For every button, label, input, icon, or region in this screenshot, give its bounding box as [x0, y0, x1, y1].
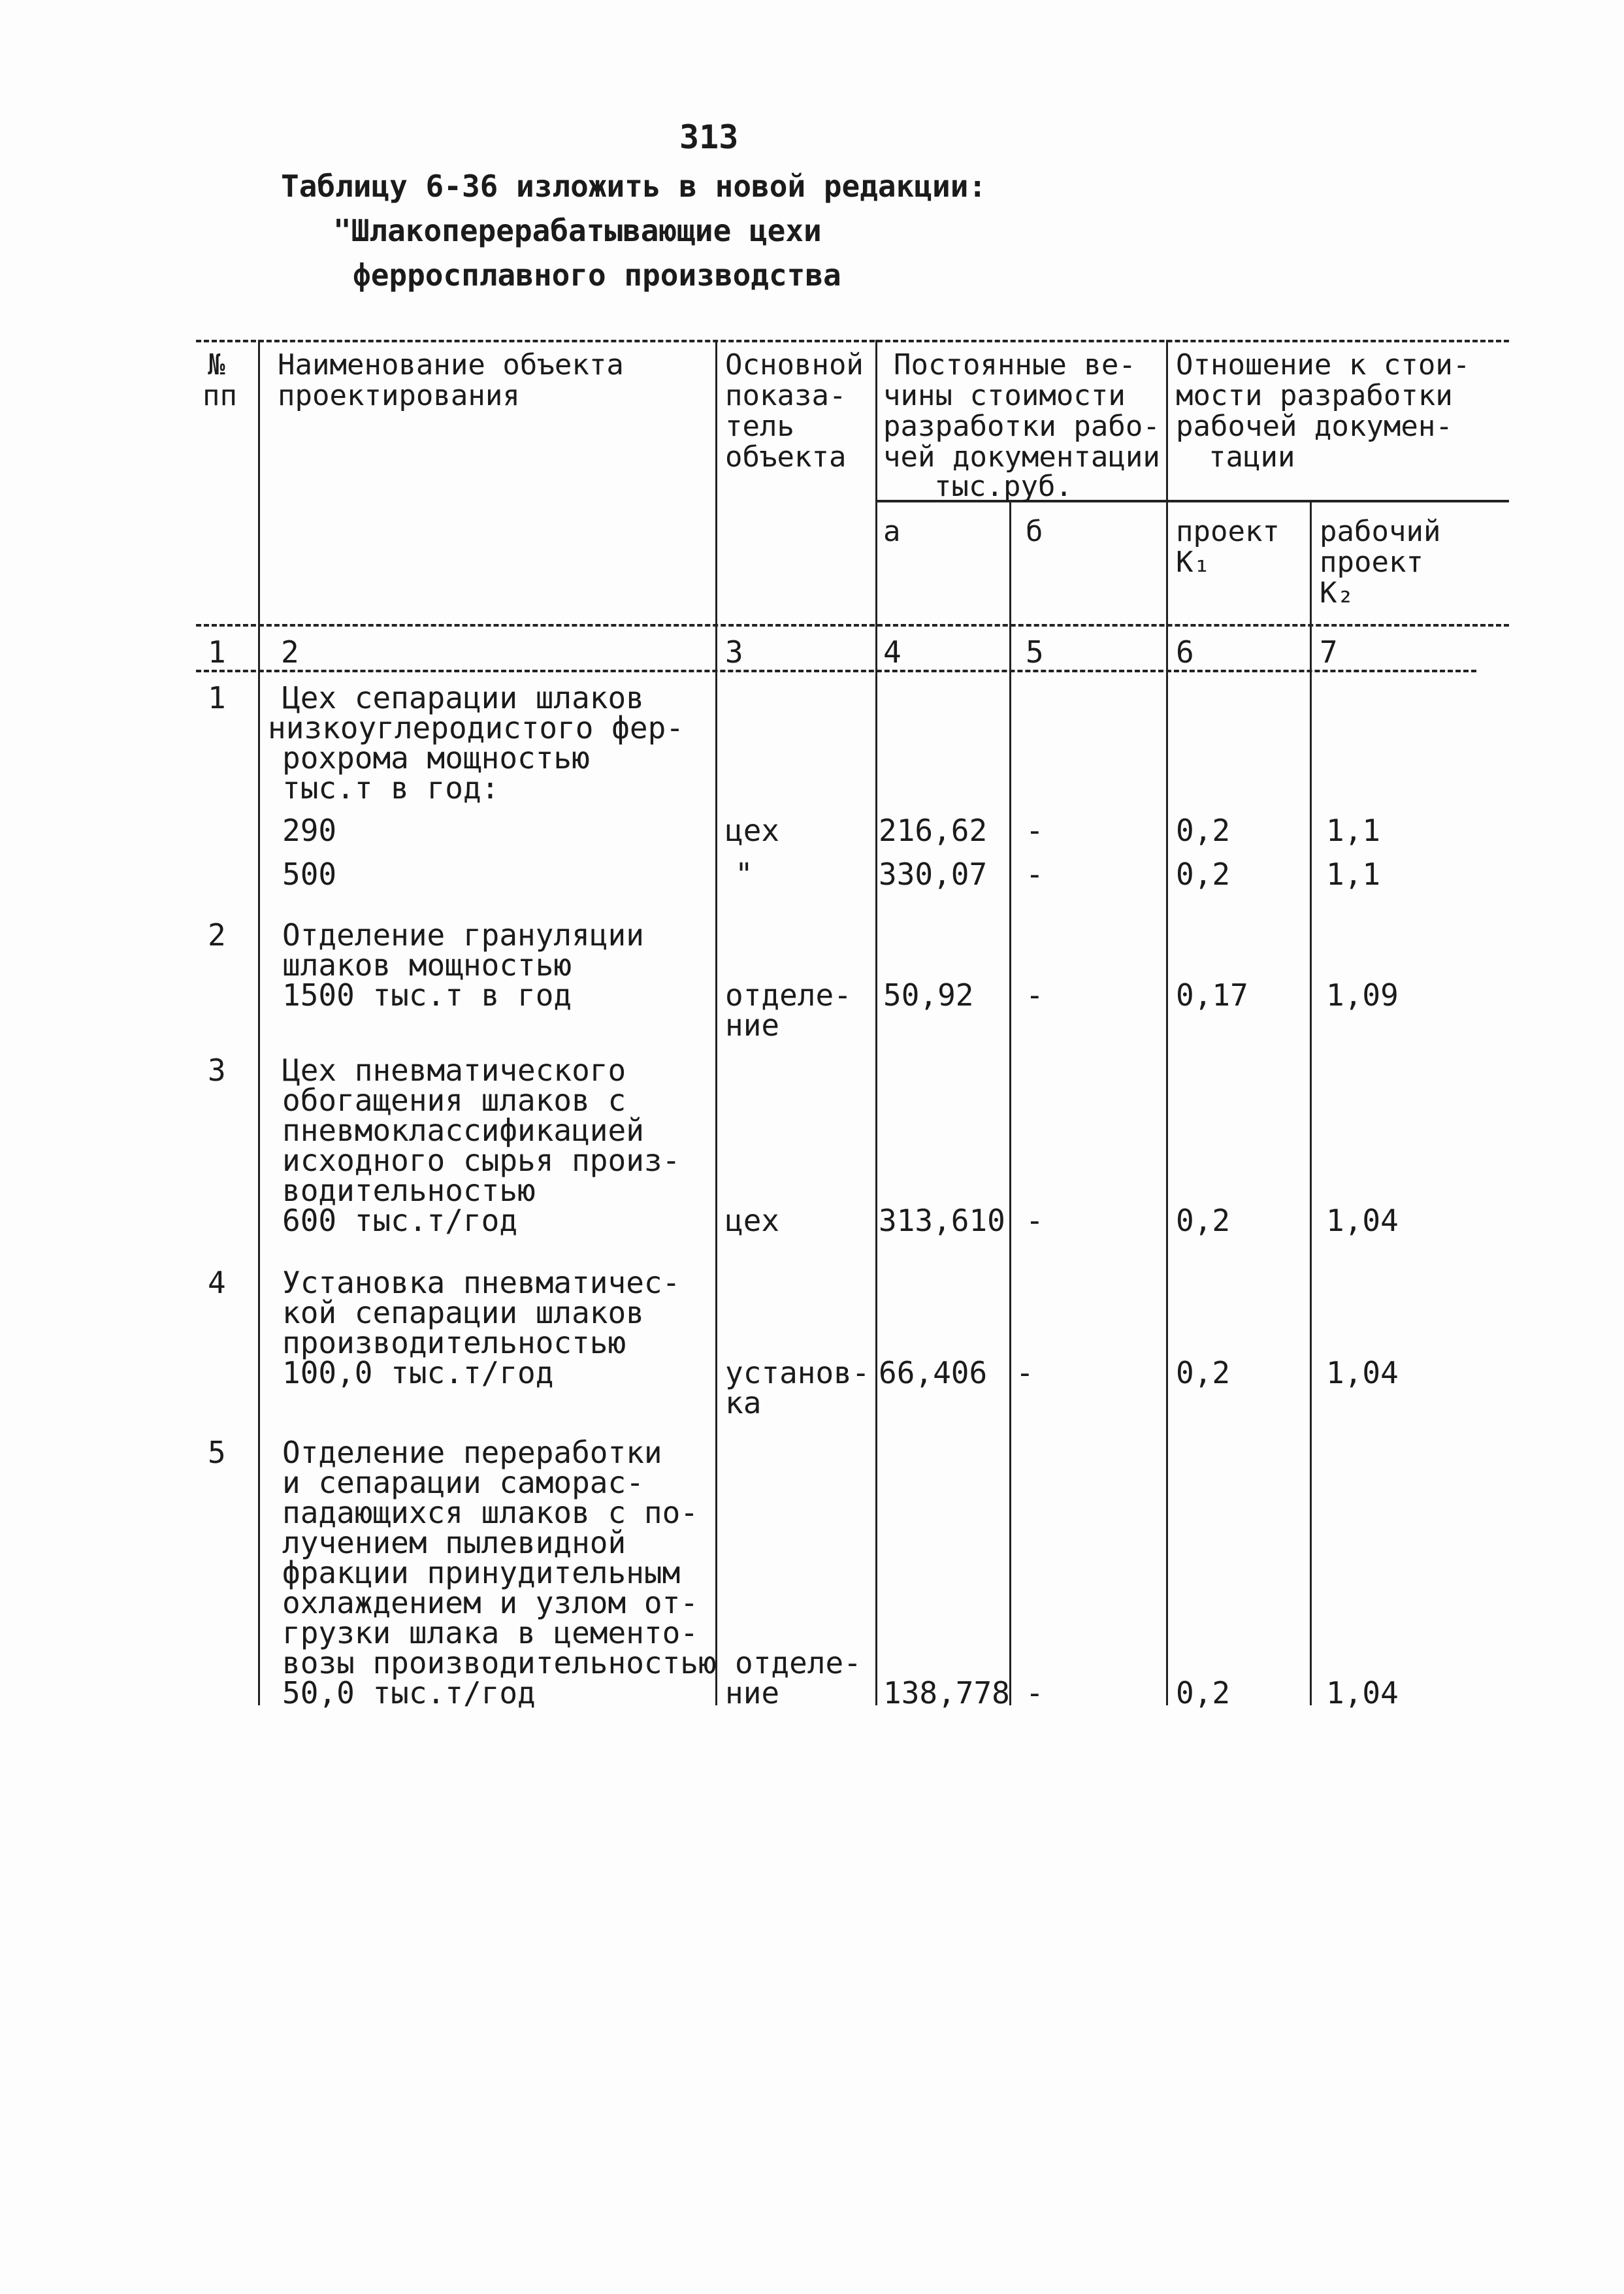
row-1b-name: 500 [282, 857, 337, 892]
row-3-b: - [1026, 1203, 1044, 1238]
header-indicator-2: показа- [725, 379, 847, 412]
col-divider-3 [875, 340, 877, 1705]
col-divider-1 [258, 340, 260, 1705]
row-1a-a: 216,62 [879, 813, 988, 848]
row-1-name-3: рохрома мощностью [282, 740, 590, 776]
header-ratio-3: рабочей докумен- [1176, 410, 1453, 443]
header-bottom-rule [196, 624, 1509, 627]
row-3-name-5: водительностью [282, 1173, 536, 1208]
header-ratio-2: мости разработки [1176, 379, 1453, 412]
row-4-a: 66,406 [879, 1355, 988, 1390]
row-2-unit-2: ние [725, 1008, 780, 1043]
header-name-2: проектирования [278, 379, 520, 412]
column-number-2: 2 [281, 634, 299, 670]
row-4-name-4: 100,0 тыс.т/год [282, 1355, 554, 1390]
subheader-k2-3: К₂ [1320, 576, 1354, 610]
header-indicator-4: объекта [725, 440, 847, 474]
row-2-name-3: 1500 тыс.т в год [282, 977, 572, 1013]
row-2-unit-1: отделе- [725, 977, 852, 1013]
row-3-a: 313,610 [879, 1203, 1005, 1238]
row-3-name-1: Цех пневматического [282, 1053, 626, 1088]
row-1a-name: 290 [282, 813, 337, 848]
column-number-4: 4 [883, 634, 901, 670]
col-divider-6 [1310, 500, 1312, 1705]
row-3-k2: 1,04 [1326, 1203, 1399, 1238]
row-1-name-4: тыс.т в год: [282, 770, 500, 806]
row-2-k1: 0,17 [1176, 977, 1248, 1013]
row-1b-unit: " [735, 857, 753, 892]
row-1-name-1: Цех сепарации шлаков [282, 680, 644, 715]
row-5-b: - [1026, 1675, 1044, 1711]
row-5-name-8: возы производительностью [282, 1645, 717, 1680]
header-name-1: Наименование объекта [278, 348, 624, 382]
header-constants-2: чины стоимости [883, 379, 1126, 412]
row-5-number: 5 [208, 1435, 226, 1470]
header-constants-3: разработки рабо- [883, 410, 1160, 443]
row-1-number: 1 [208, 680, 226, 715]
row-1b-b: - [1026, 857, 1044, 892]
row-5-a: 138,778 [883, 1675, 1010, 1711]
row-3-k1: 0,2 [1176, 1203, 1231, 1238]
subheader-rule-right [1166, 500, 1509, 502]
page-number: 313 [679, 118, 739, 156]
row-1a-k1: 0,2 [1176, 813, 1231, 848]
row-1b-k1: 0,2 [1176, 857, 1231, 892]
intro-line-3: ферросплавного производства [353, 257, 841, 293]
row-5-name-2: и сепарации саморас- [282, 1465, 644, 1500]
header-ratio-4: тации [1209, 440, 1295, 474]
row-1-name-2: низкоуглеродистого фер- [268, 710, 684, 746]
table-top-rule [196, 340, 1509, 342]
column-number-7: 7 [1320, 634, 1338, 670]
row-5-name-9: 50,0 тыс.т/год [282, 1675, 536, 1711]
row-4-b: - [1016, 1355, 1034, 1390]
intro-line-2: "Шлакоперерабатывающие цехи [333, 213, 822, 248]
row-2-k2: 1,09 [1326, 977, 1399, 1013]
intro-line-1: Таблицу 6-36 изложить в новой редакции: [281, 169, 987, 204]
row-1a-b: - [1026, 813, 1044, 848]
row-3-name-4: исходного сырья произ- [282, 1143, 681, 1178]
row-4-k1: 0,2 [1176, 1355, 1231, 1390]
header-ratio-1: Отношение к стои- [1176, 348, 1470, 382]
row-3-unit: цех [725, 1203, 780, 1238]
column-number-6: 6 [1176, 634, 1194, 670]
subheader-k2-2: проект [1320, 546, 1423, 579]
header-indicator-3: тель [725, 410, 794, 443]
row-2-a: 50,92 [883, 977, 974, 1013]
row-4-k2: 1,04 [1326, 1355, 1399, 1390]
col-divider-5 [1166, 340, 1168, 1705]
row-1a-k2: 1,1 [1326, 813, 1381, 848]
subheader-k2-1: рабочий [1320, 515, 1441, 548]
row-2-name-1: Отделение грануляции [282, 917, 644, 953]
row-5-k1: 0,2 [1176, 1675, 1231, 1711]
header-constants-4: чей документации [883, 440, 1160, 474]
header-constants-1: Постоянные ве- [894, 348, 1136, 382]
row-5-unit-1: отделе- [735, 1645, 862, 1680]
row-1a-unit: цех [725, 813, 780, 848]
row-2-b: - [1026, 977, 1044, 1013]
colnum-bottom-rule [196, 670, 1476, 672]
column-number-5: 5 [1026, 634, 1044, 670]
header-indicator-1: Основной [725, 348, 864, 382]
row-4-name-3: производительностью [282, 1325, 626, 1360]
subheader-k1-2: К₁ [1176, 546, 1210, 579]
row-5-unit-2: ние [725, 1675, 780, 1711]
row-5-name-6: охлаждением и узлом от- [282, 1585, 698, 1620]
row-2-number: 2 [208, 917, 226, 953]
row-5-name-1: Отделение переработки [282, 1435, 662, 1470]
col-divider-4 [1009, 500, 1011, 1705]
header-num-1: № [208, 348, 225, 382]
row-1b-a: 330,07 [879, 857, 988, 892]
row-5-k2: 1,04 [1326, 1675, 1399, 1711]
header-constants-5: тыс.руб. [934, 470, 1073, 503]
row-4-name-2: кой сепарации шлаков [282, 1295, 644, 1330]
header-num-2: пп [203, 379, 237, 412]
column-number-3: 3 [725, 634, 743, 670]
row-3-name-3: пневмоклассификацией [282, 1113, 644, 1148]
row-3-number: 3 [208, 1053, 226, 1088]
row-3-name-2: обогащения шлаков с [282, 1083, 626, 1118]
row-2-name-2: шлаков мощностью [282, 947, 572, 983]
subheader-a: а [883, 515, 901, 548]
subheader-k1-1: проект [1176, 515, 1280, 548]
row-5-name-3: падающихся шлаков с по- [282, 1495, 698, 1530]
row-4-name-1: Установка пневматичес- [282, 1265, 681, 1300]
row-5-name-7: грузки шлака в цементо- [282, 1615, 698, 1650]
row-5-name-4: лучением пылевидной [282, 1525, 626, 1560]
subheader-b: б [1026, 515, 1043, 548]
row-1b-k2: 1,1 [1326, 857, 1381, 892]
row-4-unit-2: ка [725, 1385, 762, 1420]
column-number-1: 1 [208, 634, 226, 670]
row-4-unit-1: установ- [725, 1355, 870, 1390]
row-5-name-5: фракции принудительным [282, 1555, 681, 1590]
row-4-number: 4 [208, 1265, 226, 1300]
row-3-name-6: 600 тыс.т/год [282, 1203, 518, 1238]
col-divider-2 [715, 340, 717, 1705]
